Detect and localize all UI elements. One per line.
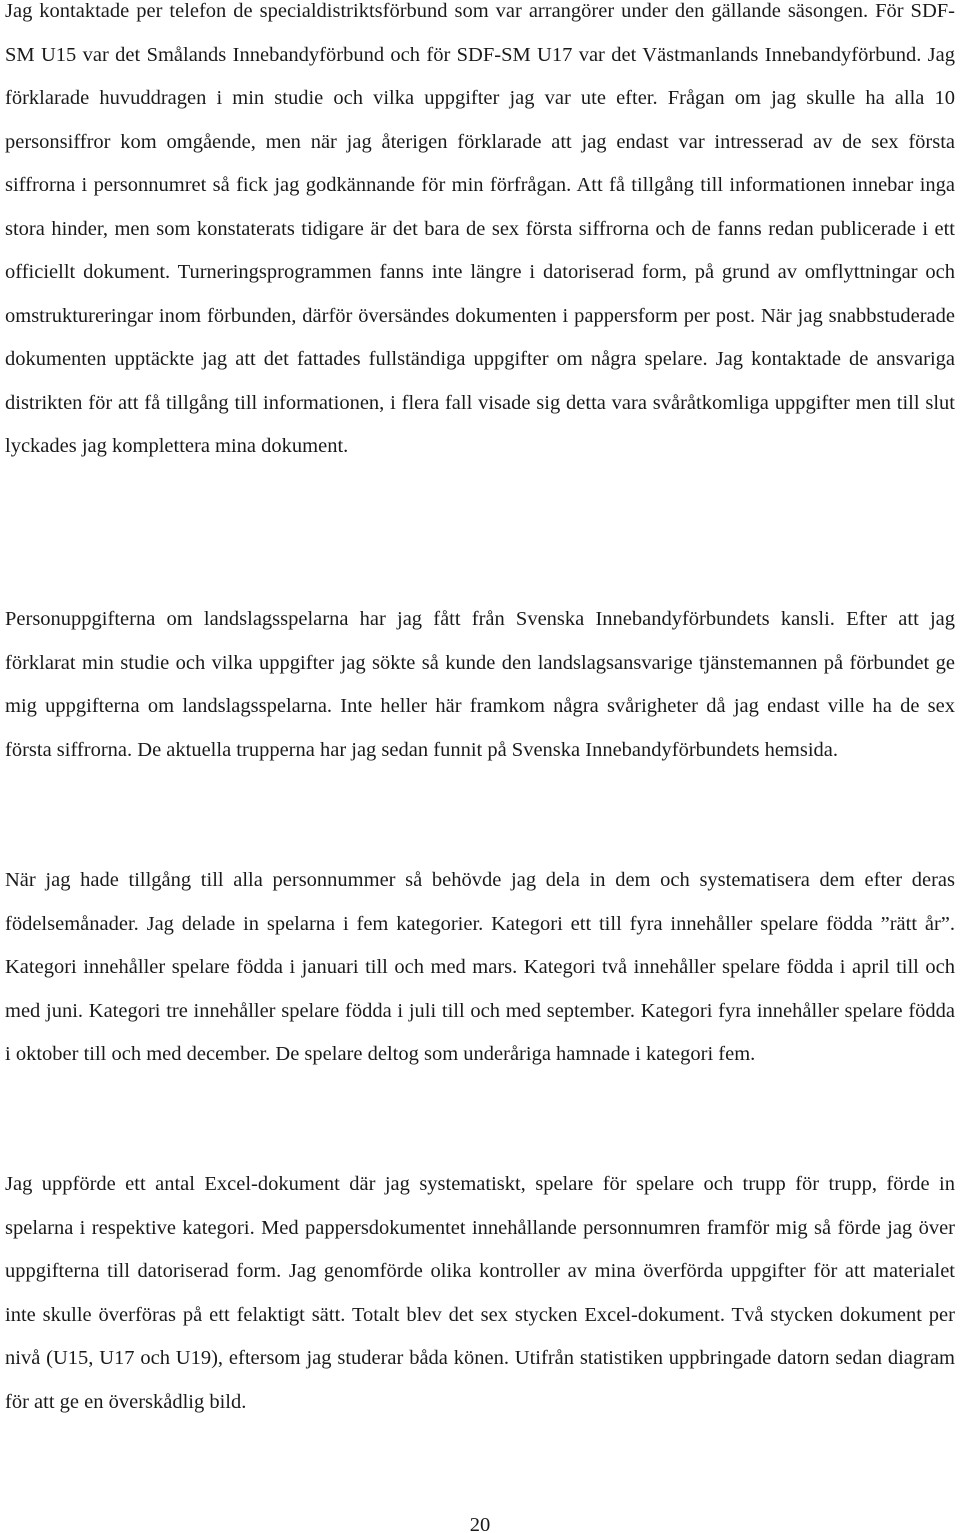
page-number: 20 xyxy=(469,1514,491,1533)
paragraph-excel-documents: Jag uppförde ett antal Excel-dokument där jag systematiskt, spelare för spelare och trupp för trupp, förde in spelarna i respektive kategori. Med pappersdokumentet innehållande personnumren framför mig så förde jag över uppgifterna till datoriserad form. Jag genomförde olika kontroller av mina överförda uppgifter för att materialet inte skulle överföras på ett felaktigt sätt. Totalt blev det sex stycken Excel-dokument. Två stycken dokument per nivå (U15, U17 och U19), eftersom jag studerar båda könen. Utifrån statistiken uppbringade datorn sedan diagram för att ge en överskådlig bild. xyxy=(5,1173,955,1413)
paragraph-birth-month-categories: När jag hade tillgång till alla personnummer så behövde jag dela in dem och systematisera dem efter deras födelsemånader. Jag delade in spelarna i fem kategorier. Kategori ett till fyra innehåller spelare födda ”rätt år”. Kategori innehåller spelare födda i januari till och med mars. Kategori två innehåller spelare födda i april till och med juni. Kategori tre innehåller spelare födda i juli till och med september. Kategori fyra innehåller spelare födda i oktober till och med december. De spelare deltog som underåriga hamnade i kategori fem. xyxy=(5,869,955,1065)
paragraph-national-team-data: Personuppgifterna om landslagsspelarna har jag fått från Svenska Innebandyförbundets kansli. Efter att jag förklarat min studie och vilka uppgifter jag sökte så kunde den landslagsansvarige tjänstemannen på förbundet ge mig uppgifterna om landslagsspelarna. Inte heller här framkom några svårigheter då jag endast ville ha de sex första siffrorna. De aktuella trupperna har jag sedan funnit på Svenska Innebandyförbundets hemsida. xyxy=(5,608,955,761)
paragraph-contact-districts: Jag kontaktade per telefon de specialdistriktsförbund som var arrangörer under den gällande säsongen. För SDF-SM U15 var det Smålands Innebandyförbund och för SDF-SM U17 var det Västmanlands Innebandyförbund. Jag förklarade huvuddragen i min studie och vilka uppgifter jag var ute efter. Frågan om jag skulle ha alla 10 personsiffror kom omgående, men när jag återigen förklarade att jag endast var intresserad av de sex första siffrorna i personnumret så fick jag godkännande för min förfrågan. Att få tillgång till informationen innebar inga stora hinder, men som konstaterats tidigare är det bara de sex första siffrorna och de fanns redan publicerade i ett officiellt dokument. Turneringsprogrammen fanns inte längre i datoriserad form, på grund av omflyttningar och omstruktureringar inom förbunden, därför översändes dokumenten i pappersform per post. När jag snabbstuderade dokumenten upptäckte jag att det fattades fullständiga uppgifter om några spelare. Jag kontaktade de ansvariga distrikten för att få tillgång till informationen, i flera fall visade sig detta vara svåråtkomliga uppgifter men till slut lyckades jag komplettera mina dokument. xyxy=(5,0,955,457)
